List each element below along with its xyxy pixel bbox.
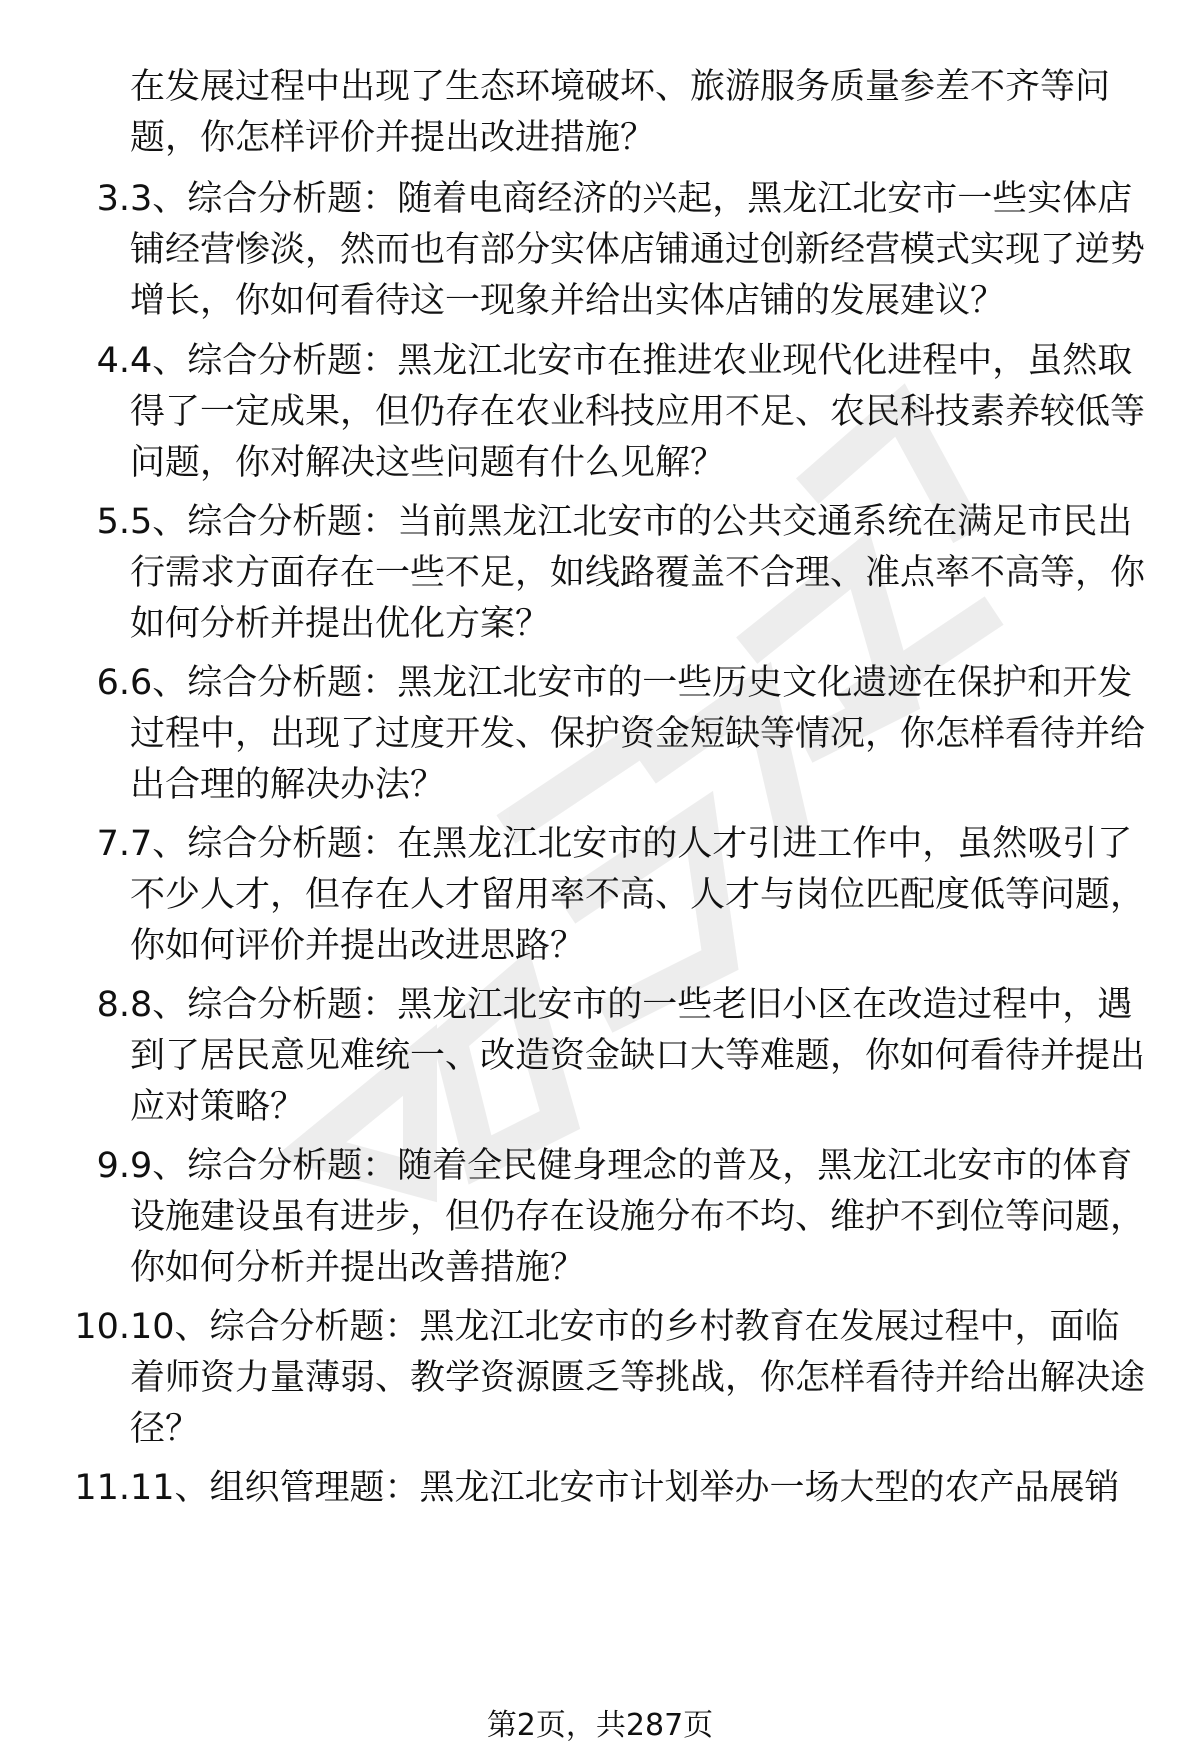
question-text: 7、综合分析题：在黑龙江北安市的人才引进工作中，虽然吸引了不少人才，但存在人才留用率不高、人才与岗位匹配度低等问题，你如何评价并提出改进思路？ (130, 824, 1146, 966)
question-number: 6. (96, 663, 130, 703)
question-text: 5、综合分析题：当前黑龙江北安市的公共交通系统在满足市民出行需求方面存在一些不足，如线路覆盖不合理、准点率不高等，你如何分析并提出优化方案？ (130, 502, 1146, 644)
question-text: 11、组织管理题：黑龙江北安市计划举办一场大型的农产品展销 (130, 1468, 1120, 1508)
question-number: 4. (96, 341, 130, 381)
question-text: 4、综合分析题：黑龙江北安市在推进农业现代化进程中，虽然取得了一定成果，但仍存在农业科技应用不足、农民科技素养较低等问题，你对解决这些问题有什么见解？ (130, 341, 1146, 483)
question-text: 3、综合分析题：随着电商经济的兴起，黑龙江北安市一些实体店铺经营惨淡，然而也有部分实体店铺通过创新经营模式实现了逆势增长，你如何看待这一现象并给出实体店铺的发展建议？ (130, 179, 1146, 321)
question-number: 9. (96, 1146, 130, 1186)
question-number: 3. (96, 179, 130, 219)
continuation-paragraph: 在发展过程中出现了生态环境破坏、旅游服务质量参差不齐等问题，你怎样评价并提出改进措施？ (130, 67, 1111, 158)
page-footer: 第2页，共287页 (486, 1708, 714, 1743)
question-text: 10、综合分析题：黑龙江北安市的乡村教育在发展过程中，面临着师资力量薄弱、教学资源匮乏等挑战，你怎样看待并给出解决途径？ (130, 1307, 1146, 1449)
question-number: 8. (96, 985, 130, 1025)
question-text: 8、综合分析题：黑龙江北安市的一些老旧小区在改造过程中，遇到了居民意见难统一、改造资金缺口大等难题，你如何看待并提出应对策略？ (130, 985, 1146, 1127)
question-number: 5. (96, 502, 130, 542)
question-text: 9、综合分析题：随着全民健身理念的普及，黑龙江北安市的体育设施建设虽有进步，但仍存在设施分布不均、维护不到位等问题，你如何分析并提出改善措施？ (130, 1146, 1146, 1288)
question-number: 7. (96, 824, 130, 864)
question-number: 10. (74, 1307, 130, 1347)
question-text: 6、综合分析题：黑龙江北安市的一些历史文化遗迹在保护和开发过程中，出现了过度开发、保护资金短缺等情况，你怎样看待并给出合理的解决办法？ (130, 663, 1146, 805)
question-number: 11. (74, 1468, 130, 1508)
